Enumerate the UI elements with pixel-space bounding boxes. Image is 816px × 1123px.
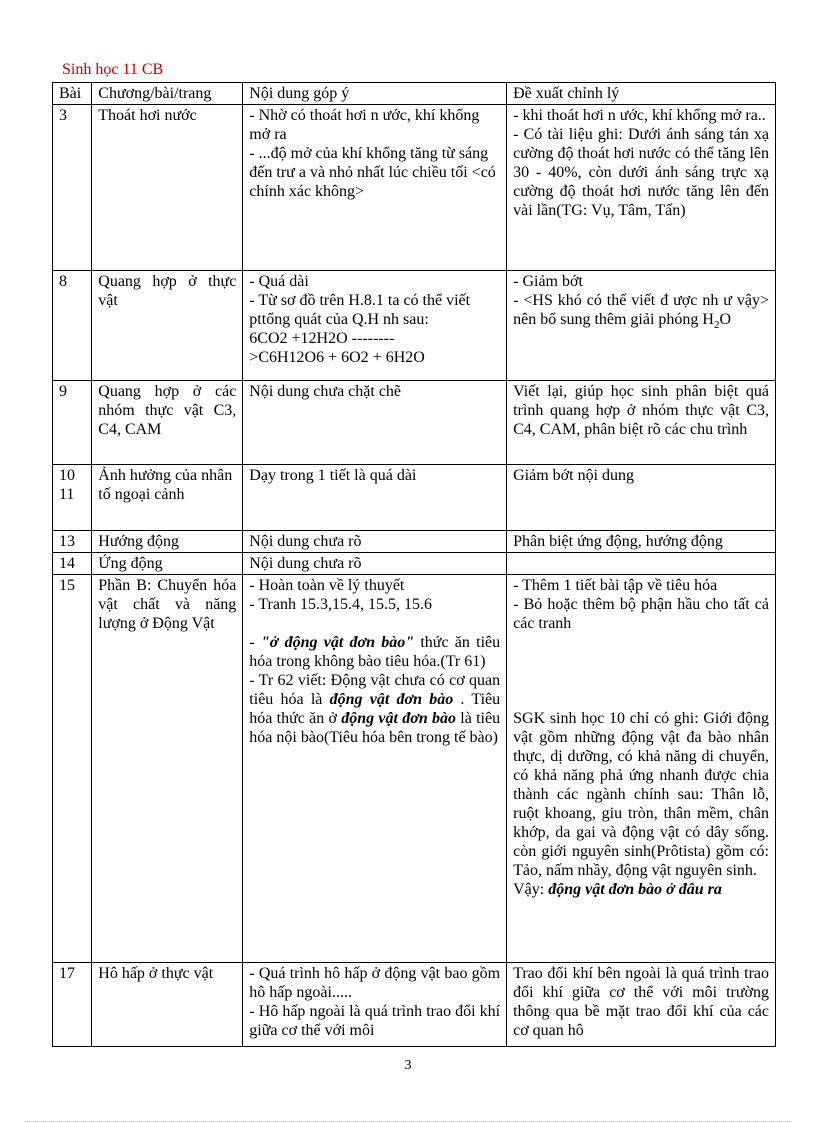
cell-noi-dung (243, 105, 507, 271)
emphasis-text: động vật đơn bào (329, 691, 454, 708)
table-row (53, 531, 776, 553)
cell-chuong: Quang hợp ở các nhóm thực vật C3, C4, CAM (92, 381, 243, 465)
text-span: Vậy: (513, 881, 549, 898)
text-span: - Tr 62 viết: Động vật chưa có cơ quan tiêu hóa là (249, 672, 501, 708)
cell-de-xuat (507, 271, 776, 381)
text-span: O (719, 311, 732, 328)
cell-noi-dung (243, 575, 507, 963)
text-line (513, 291, 769, 335)
table-row (53, 963, 776, 1047)
equation-line: 6CO2 +12H2O -------- (249, 330, 395, 347)
table-row (53, 575, 776, 963)
cell-chuong: Ảnh hưởng của nhân tố ngoại cảnh (92, 465, 243, 531)
text-line: - Từ sơ đồ trên H.8.1 ta có thể viết pttổng quát của Q.H nh sau: (249, 292, 471, 328)
page-number: 3 (404, 1058, 412, 1073)
cell-chuong: Ứng động (92, 553, 243, 575)
text-line (513, 880, 769, 899)
text-span: thức ăn tiêu hóa trong không bào tiêu hóa.(Tr 61) (249, 634, 501, 670)
cell-chuong: Hướng động (92, 531, 243, 553)
cell-de-xuat: Giảm bớt nội dung (507, 465, 776, 531)
cell-chuong: Quang hợp ở thực vật (92, 271, 243, 381)
text-line: - Tranh 15.3,15.4, 15.5, 15.6 (249, 596, 432, 613)
cell-chuong: Phần B: Chuyển hóa vật chất và năng lượng ở Động Vật (92, 575, 243, 963)
text-line: - "ở động vật đơn bào" thức ăn tiêu hóa trong không bào tiêu hóa.(Tr 61) (249, 634, 501, 670)
cell-bai: 13 (53, 531, 92, 553)
header-noi-dung: Nội dung góp ý (243, 83, 507, 105)
cell-de-xuat: Trao đổi khí bên ngoài là quá trình trao đổi khí giữa cơ thể với môi trường thông qua bề mặt trao đổi khí của các cơ quan hô (507, 963, 776, 1047)
cell-noi-dung (243, 963, 507, 1047)
feedback-table (52, 82, 776, 1047)
header-chuong: Chương/bài/trang (92, 83, 243, 105)
text-line: - Giảm bớt (513, 273, 583, 290)
equation-line: >C6H12O6 + 6O2 + 6H2O (249, 349, 425, 366)
cell-noi-dung (243, 271, 507, 381)
text-line: - Hoàn toàn về lý thuyết (249, 577, 405, 594)
cell-bai: 9 (53, 381, 92, 465)
page-divider (24, 1121, 792, 1122)
header-bai: Bài (53, 83, 92, 105)
subscript: 2 (713, 319, 720, 332)
text-line: - Quá trình hô hấp ở động vật bao gồm hô hấp ngoài..... (249, 965, 501, 1001)
cell-bai: 14 (53, 553, 92, 575)
cell-bai: 15 (53, 575, 92, 963)
cell-chuong: Hô hấp ở thực vật (92, 963, 243, 1047)
cell-de-xuat (507, 553, 776, 575)
cell-de-xuat (507, 575, 776, 963)
table-header-row (53, 83, 776, 105)
cell-de-xuat: Phân biệt ứng động, hướng động (507, 531, 776, 553)
text-line: - khi thoát hơi n ước, khí khổng mở ra.. (513, 107, 766, 124)
text-line: - ...độ mở của khí khổng tăng từ sáng đến trư a và nhỏ nhất lúc chiều tối <có chính xác không> (249, 145, 496, 200)
emphasis-text: "ở động vật đơn bào" (260, 634, 415, 651)
table-row (53, 105, 776, 271)
cell-noi-dung: Dạy trong 1 tiết là quá dài (243, 465, 507, 531)
cell-noi-dung: Nội dung chưa rõ (243, 553, 507, 575)
cell-de-xuat (507, 105, 776, 271)
cell-bai: 10 11 (53, 465, 92, 531)
text-line: - Bỏ hoặc thêm bộ phận hầu cho tất cả các tranh (513, 596, 769, 632)
cell-de-xuat: Viết lại, giúp học sinh phân biệt quá trình quang hợp ở nhóm thực vật C3, C4, CAM, phân biệt rõ các chu trình (507, 381, 776, 465)
cell-chuong: Thoát hơi nước (92, 105, 243, 271)
header-de-xuat: Đề xuất chỉnh lý (507, 83, 776, 105)
cell-noi-dung: Nội dung chưa rõ (243, 531, 507, 553)
text-line: - Nhờ có thoát hơi n ước, khí khổng mở ra (249, 107, 480, 143)
text-line: - Quá dài (249, 273, 309, 290)
text-span: . Tiêu hóa thức ăn ở (249, 691, 501, 727)
cell-noi-dung: Nội dung chưa chặt chẽ (243, 381, 507, 465)
cell-bai: 3 (53, 105, 92, 271)
text-span: - <HS khó có thể viết đ ược nh ư vậy> nên bổ sung thêm giải phóng H (513, 292, 769, 328)
table-row (53, 271, 776, 381)
emphasis-text: động vật đơn bào (341, 710, 457, 727)
text-line: - Hô hấp ngoài là quá trình trao đổi khí giữa cơ thể với môi (249, 1003, 501, 1039)
text-span: là tiêu hóa nội bào(Tiêu hóa bên trong tế bào) (249, 710, 501, 746)
text-line: - Thêm 1 tiết bài tập về tiêu hóa (513, 577, 718, 594)
table-row (53, 381, 776, 465)
cell-bai: 8 (53, 271, 92, 381)
text-line (249, 671, 500, 747)
text-line: SGK sinh học 10 chỉ có ghi: Giới động vật gồm những động vật đa bào nhân thực, dị dưỡng, có khả năng di chuyển, có khả năng phả ứng nhanh được chia thành các ngành chính sau: Thân lỗ, ruột khoang, giu tròn, thân mềm, chân khớp, da gai và động vật có dây sống. còn giới nguyên sinh(Prôtista) gồm có: Tảo, nấm nhầy, động vật nguyên sinh. (513, 710, 769, 879)
table-row (53, 553, 776, 575)
text-line: - Có tài liệu ghi: Dưới ánh sáng tán xạ cường độ thoát hơi nước có thể tăng lên 30 - 40%, còn dưới ánh sáng trực xạ cường độ thoát hơi nước tăng lên đến vài lần(TG: Vụ, Tâm, Tấn) (513, 126, 769, 219)
table-row (53, 465, 776, 531)
cell-bai: 17 (53, 963, 92, 1047)
emphasis-text: động vật đơn bào ở đâu ra (548, 881, 722, 898)
document-title: Sinh học 11 CB (62, 61, 164, 78)
